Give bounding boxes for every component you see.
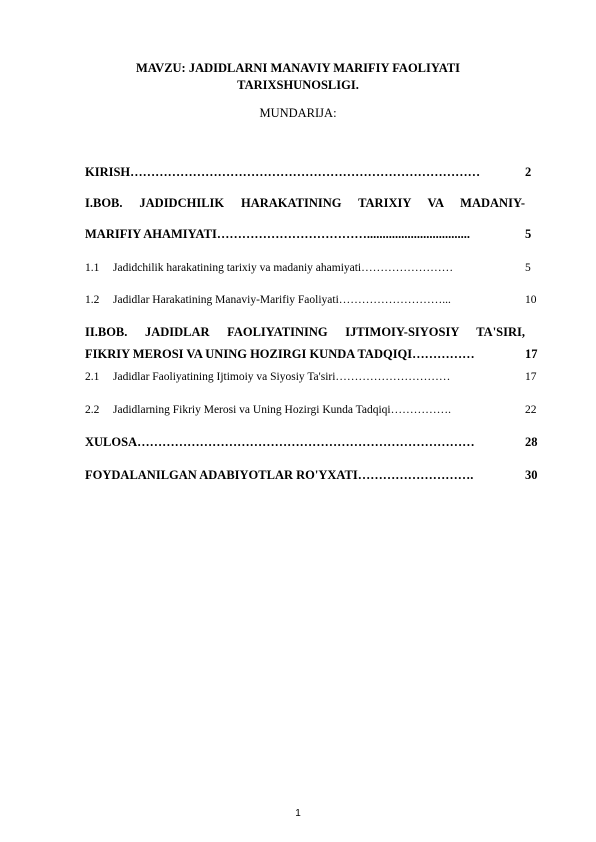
toc-entry-adabiyotlar[interactable] <box>85 467 555 484</box>
toc-entry-text: Jadidlar Faoliyatining Ijtimoiy va Siyosiy Ta'siri <box>113 371 336 383</box>
toc-section-number: 2.1 <box>85 371 100 383</box>
toc-leader-dots: ………………………………................................. <box>216 227 470 241</box>
toc-entry-text: FOYDALANILGAN ADABIYOTLAR RO'YXATI <box>85 468 358 482</box>
toc-entry-xulosa[interactable] <box>85 434 555 451</box>
toc-page-number: 2 <box>525 165 532 179</box>
toc-entry-text: Jadidchilik harakatining tarixiy va madaniy ahamiyati <box>113 262 362 274</box>
toc-leader-dots: ……………………………………………………………………… <box>137 435 475 449</box>
toc-section-number: 1.2 <box>85 294 100 306</box>
toc-entry-bob2[interactable] <box>85 346 555 363</box>
toc-page-number: 10 <box>525 294 537 306</box>
toc-entry-text: Jadidlarning Fikriy Merosi va Uning Hozirgi Kunda Tadqiqi <box>113 404 391 416</box>
toc-leader-dots: …………… <box>412 347 475 361</box>
toc-page-number: 5 <box>525 262 531 274</box>
toc-entry-text: MARIFIY AHAMIYATI <box>85 227 217 241</box>
toc-entry-bob1[interactable] <box>85 226 555 243</box>
document-title-line-2: TARIXSHUNOSLIGI. <box>237 78 359 92</box>
toc-entry-text: Jadidlar Harakatining Manaviy-Marifiy Faoliyati <box>113 294 339 306</box>
toc-entry-bob2-line1: II.BOB. JADIDLAR FAOLIYATINING IJTIMOIY-SIYOSIY TA'SIRI, <box>85 325 525 339</box>
toc-entry-2-2[interactable] <box>85 402 555 419</box>
toc-entry-1-1[interactable] <box>85 260 555 277</box>
toc-page-number: 30 <box>525 468 538 482</box>
toc-leader-dots: ………………………………………………………………………… <box>130 165 481 179</box>
page-number: 1 <box>295 808 301 819</box>
toc-entry-text: FIKRIY MEROSI VA UNING HOZIRGI KUNDA TADQIQI <box>85 347 413 361</box>
toc-section-number: 2.2 <box>85 404 100 416</box>
toc-leader-dots: ………………………... <box>338 294 451 306</box>
toc-entry-1-2[interactable] <box>85 292 555 309</box>
toc-page-number: 17 <box>525 371 537 383</box>
toc-leader-dots: ………………………… <box>335 371 451 383</box>
toc-page-number: 17 <box>525 347 538 361</box>
toc-entry-2-1[interactable] <box>85 369 555 386</box>
toc-entry-text: KIRISH <box>85 165 131 179</box>
toc-leader-dots: …………………… <box>361 262 454 274</box>
toc-entry-kirish[interactable] <box>85 164 555 181</box>
document-title-line-1: MAVZU: JADIDLARNI MANAVIY MARIFIY FAOLIYATI <box>135 61 461 75</box>
toc-page-number: 5 <box>525 227 532 241</box>
toc-page-number: 22 <box>525 404 537 416</box>
toc-leader-dots: ……………. <box>390 404 451 416</box>
contents-heading: MUNDARIJA: <box>259 106 337 120</box>
toc-entry-bob1-line1: I.BOB. JADIDCHILIK HARAKATINING TARIXIY VA MADANIY- <box>85 196 525 210</box>
toc-page-number: 28 <box>525 435 538 449</box>
toc-section-number: 1.1 <box>85 262 100 274</box>
toc-leader-dots: ………………………. <box>357 468 474 482</box>
toc-entry-text: XULOSA <box>85 435 138 449</box>
